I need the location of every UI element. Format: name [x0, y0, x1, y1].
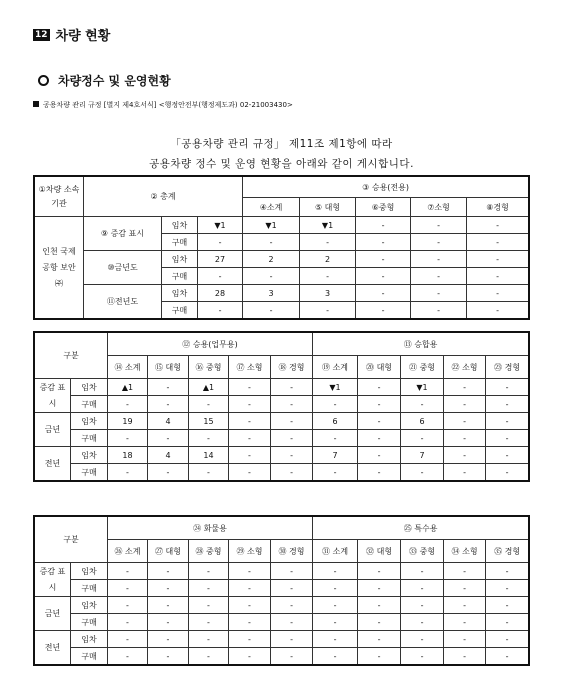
data-cell: - [411, 251, 467, 268]
data-cell: - [358, 430, 401, 447]
data-cell: - [189, 430, 229, 447]
acquisition-type: 구매 [162, 234, 198, 251]
data-cell: - [411, 302, 467, 319]
data-cell: - [467, 285, 529, 302]
column-header: ㉘ 중형 [189, 540, 229, 563]
data-cell: - [108, 563, 148, 580]
column-header: ⑲ 소계 [313, 356, 358, 379]
data-cell: - [189, 597, 229, 614]
data-cell: - [358, 614, 401, 631]
column-header: ⑧경형 [467, 198, 529, 217]
column-header: ㉜ 대형 [358, 540, 401, 563]
data-cell: - [271, 447, 313, 464]
data-cell: - [189, 631, 229, 648]
data-cell: - [148, 396, 189, 413]
data-cell: - [313, 464, 358, 481]
data-cell: - [401, 396, 444, 413]
column-header: ⑭ 소계 [108, 356, 148, 379]
data-cell: - [356, 302, 411, 319]
table-row [35, 413, 529, 430]
data-cell: - [108, 580, 148, 597]
header-row [35, 517, 529, 540]
column-header: ⑱ 경형 [271, 356, 313, 379]
data-cell: 19 [108, 413, 148, 430]
section-heading [33, 25, 110, 44]
data-cell: - [300, 302, 356, 319]
data-cell: - [271, 614, 313, 631]
data-cell: - [271, 430, 313, 447]
row-group-label: 전년 [35, 631, 71, 665]
column-header: ㉟ 경형 [486, 540, 529, 563]
data-cell: - [401, 464, 444, 481]
data-cell: - [401, 563, 444, 580]
data-cell: - [229, 396, 271, 413]
column-header: ㉖ 소계 [108, 540, 148, 563]
data-cell: - [486, 413, 529, 430]
data-cell: - [411, 217, 467, 234]
intro-line-2: 공용차량 정수 및 운영 현황을 아래와 같이 게시합니다. [149, 158, 414, 170]
acquisition-type: 구매 [162, 268, 198, 285]
data-cell: 15 [189, 413, 229, 430]
square-bullet-icon [33, 101, 39, 107]
data-cell: - [189, 563, 229, 580]
data-cell: - [358, 597, 401, 614]
data-cell: - [486, 563, 529, 580]
data-cell: - [229, 631, 271, 648]
agency-name: 인천 국제 공항 보안 ㈜ [35, 217, 84, 319]
data-cell: - [358, 464, 401, 481]
data-cell: - [189, 580, 229, 597]
data-cell: - [229, 430, 271, 447]
total-value: 27 [198, 251, 243, 268]
data-cell: - [108, 597, 148, 614]
data-cell: - [486, 396, 529, 413]
data-cell: - [313, 648, 358, 665]
vehicle-summary-table [34, 176, 529, 319]
acquisition-type: 임차 [162, 217, 198, 234]
table-row [35, 614, 529, 631]
passenger-vehicle-table [34, 332, 529, 481]
data-cell: - [148, 580, 189, 597]
data-cell: - [148, 379, 189, 396]
column-header: ⑳ 대형 [358, 356, 401, 379]
data-cell: - [486, 580, 529, 597]
data-cell: - [189, 614, 229, 631]
data-cell: - [189, 464, 229, 481]
acquisition-type: 구매 [71, 580, 108, 597]
data-cell: - [243, 234, 300, 251]
group-header-left: ⑫ 승용(업무용) [108, 333, 313, 356]
row-group-label: ⑩금년도 [84, 251, 162, 285]
subheading [38, 72, 171, 89]
data-cell: 7 [401, 447, 444, 464]
data-cell: - [271, 396, 313, 413]
table-row [35, 396, 529, 413]
data-cell: - [444, 614, 486, 631]
data-cell: - [411, 268, 467, 285]
table-row [35, 648, 529, 665]
data-cell: - [486, 447, 529, 464]
data-cell: - [358, 580, 401, 597]
data-cell: - [271, 580, 313, 597]
data-cell: - [148, 631, 189, 648]
row-group-label: 금년 [35, 597, 71, 631]
data-cell: - [148, 563, 189, 580]
acquisition-type: 구매 [71, 396, 108, 413]
data-cell: - [229, 580, 271, 597]
header-row [35, 333, 529, 356]
header-row [35, 177, 529, 198]
acquisition-type: 구매 [71, 430, 108, 447]
row-group-label: 증감 표시 [35, 379, 71, 413]
data-cell: - [356, 251, 411, 268]
table-row [35, 430, 529, 447]
intro-line-1: 「공용차량 관리 규정」 제11조 제1항에 따라 [170, 138, 393, 150]
data-cell: - [243, 268, 300, 285]
acquisition-type: 임차 [162, 285, 198, 302]
data-cell: - [467, 302, 529, 319]
data-cell: - [467, 251, 529, 268]
form-note [33, 100, 293, 110]
data-cell: - [313, 614, 358, 631]
acquisition-type: 임차 [71, 597, 108, 614]
column-header: ⑤ 대형 [300, 198, 356, 217]
data-cell: - [401, 580, 444, 597]
data-cell: - [229, 648, 271, 665]
data-cell: 6 [401, 413, 444, 430]
table-row [35, 464, 529, 481]
data-cell: - [356, 285, 411, 302]
data-cell: 6 [313, 413, 358, 430]
column-header: ㉞ 소형 [444, 540, 486, 563]
data-cell: - [444, 413, 486, 430]
acquisition-type: 임차 [71, 447, 108, 464]
data-cell: - [271, 413, 313, 430]
agency-header: ①차량 소속 기관 [35, 177, 84, 217]
data-cell: - [108, 631, 148, 648]
data-cell: 18 [108, 447, 148, 464]
data-cell: 3 [300, 285, 356, 302]
data-cell: 2 [300, 251, 356, 268]
table-row [35, 217, 529, 234]
data-cell: - [411, 285, 467, 302]
data-cell: - [229, 563, 271, 580]
data-cell: - [148, 614, 189, 631]
row-group-label: ⑪전년도 [84, 285, 162, 319]
data-cell: - [358, 447, 401, 464]
data-cell: - [401, 631, 444, 648]
category-header: 구분 [35, 517, 108, 563]
acquisition-type: 구매 [71, 648, 108, 665]
table-row [35, 563, 529, 580]
data-cell: ▼1 [401, 379, 444, 396]
subheading-text: 차량정수 및 운영현황 [58, 74, 171, 88]
group-header-right: ㉕ 특수용 [313, 517, 529, 540]
table-row [35, 580, 529, 597]
data-cell: 4 [148, 413, 189, 430]
acquisition-type: 구매 [162, 302, 198, 319]
data-cell: - [444, 563, 486, 580]
data-cell: - [300, 234, 356, 251]
form-note-text: 공용차량 관리 규정 [별지 제4호서식] <행정안전부(행정제도과) 02-21003430> [43, 101, 293, 109]
data-cell: - [313, 631, 358, 648]
data-cell: - [486, 379, 529, 396]
column-header: ㉚ 경형 [271, 540, 313, 563]
data-cell: - [486, 631, 529, 648]
data-cell: - [444, 430, 486, 447]
data-cell: - [358, 413, 401, 430]
data-cell: - [444, 631, 486, 648]
data-cell: - [108, 614, 148, 631]
data-cell: - [229, 614, 271, 631]
category-header: 구분 [35, 333, 108, 379]
data-cell: - [148, 430, 189, 447]
data-cell: - [444, 580, 486, 597]
total-value: - [198, 302, 243, 319]
data-cell: - [401, 614, 444, 631]
data-cell: - [358, 563, 401, 580]
table-row [35, 285, 529, 302]
total-value: - [198, 234, 243, 251]
data-cell: - [444, 396, 486, 413]
data-cell: - [229, 447, 271, 464]
column-header: ⑥중형 [356, 198, 411, 217]
data-cell: ▲1 [189, 379, 229, 396]
column-header: ㉒ 소형 [444, 356, 486, 379]
data-cell: 7 [313, 447, 358, 464]
row-group-label: 증감 표시 [35, 563, 71, 597]
data-cell: ▼1 [300, 217, 356, 234]
column-header: ④소계 [243, 198, 300, 217]
data-cell: - [401, 648, 444, 665]
data-cell: - [444, 379, 486, 396]
acquisition-type: 임차 [71, 631, 108, 648]
data-cell: - [486, 597, 529, 614]
column-header: ㉗ 대형 [148, 540, 189, 563]
data-cell: - [467, 268, 529, 285]
data-cell: - [358, 648, 401, 665]
table-row [35, 447, 529, 464]
total-value: - [198, 268, 243, 285]
acquisition-type: 구매 [71, 464, 108, 481]
acquisition-type: 임차 [71, 379, 108, 396]
data-cell: - [148, 597, 189, 614]
data-cell: - [271, 597, 313, 614]
data-cell: - [189, 396, 229, 413]
column-header: ㉑ 중형 [401, 356, 444, 379]
acquisition-type: 임차 [71, 563, 108, 580]
data-cell: - [271, 648, 313, 665]
column-header: ⑦소형 [411, 198, 467, 217]
cargo-special-vehicle-table [34, 516, 529, 665]
data-cell: 2 [243, 251, 300, 268]
data-cell: - [444, 464, 486, 481]
column-header: ㉓ 경형 [486, 356, 529, 379]
data-cell: - [148, 648, 189, 665]
data-cell: - [444, 597, 486, 614]
data-cell: - [313, 563, 358, 580]
data-cell: - [108, 396, 148, 413]
data-cell: - [358, 396, 401, 413]
data-cell: - [356, 268, 411, 285]
data-cell: - [229, 379, 271, 396]
data-cell: - [444, 648, 486, 665]
data-cell: - [401, 597, 444, 614]
group-header-right: ⑬ 승합용 [313, 333, 529, 356]
column-header: ㉝ 중형 [401, 540, 444, 563]
data-cell: - [313, 396, 358, 413]
total-value: ▼1 [198, 217, 243, 234]
group-header-left: ㉔ 화물용 [108, 517, 313, 540]
data-cell: - [486, 464, 529, 481]
column-header: ⑰ 소형 [229, 356, 271, 379]
total-header: ② 총계 [84, 177, 243, 217]
data-cell: - [467, 234, 529, 251]
row-group-label: ⑨ 증감 표시 [84, 217, 162, 251]
data-cell: - [358, 379, 401, 396]
data-cell: - [271, 379, 313, 396]
column-header: ⑮ 대형 [148, 356, 189, 379]
data-cell: - [411, 234, 467, 251]
data-cell: ▼1 [243, 217, 300, 234]
data-cell: ▲1 [108, 379, 148, 396]
acquisition-type: 임차 [162, 251, 198, 268]
column-header: ⑯ 중형 [189, 356, 229, 379]
data-cell: - [300, 268, 356, 285]
section-title: 차량 현황 [55, 29, 111, 44]
circle-bullet-icon [38, 75, 49, 86]
data-cell: - [229, 413, 271, 430]
acquisition-type: 구매 [71, 614, 108, 631]
data-cell: - [108, 464, 148, 481]
section-number: 12 [35, 29, 48, 40]
data-cell: - [356, 234, 411, 251]
data-cell: - [358, 631, 401, 648]
data-cell: - [313, 580, 358, 597]
data-cell: - [467, 217, 529, 234]
data-cell: - [229, 464, 271, 481]
column-header: ㉙ 소형 [229, 540, 271, 563]
data-cell: ▼1 [313, 379, 358, 396]
data-cell: - [444, 447, 486, 464]
table-row [35, 631, 529, 648]
data-cell: - [486, 648, 529, 665]
data-cell: - [271, 464, 313, 481]
acquisition-type: 임차 [71, 413, 108, 430]
data-cell: - [271, 563, 313, 580]
header-row [35, 540, 529, 563]
data-cell: - [108, 648, 148, 665]
table-row [35, 379, 529, 396]
data-cell: - [229, 597, 271, 614]
data-cell: - [313, 597, 358, 614]
row-group-label: 금년 [35, 413, 71, 447]
row-group-label: 전년 [35, 447, 71, 481]
data-cell: - [189, 648, 229, 665]
data-cell: - [271, 631, 313, 648]
table-row [35, 251, 529, 268]
data-cell: - [486, 614, 529, 631]
passenger-exclusive-header: ③ 승용(전용) [243, 177, 529, 198]
data-cell: 14 [189, 447, 229, 464]
total-value: 28 [198, 285, 243, 302]
data-cell: - [108, 430, 148, 447]
data-cell: 4 [148, 447, 189, 464]
data-cell: - [243, 302, 300, 319]
data-cell: 3 [243, 285, 300, 302]
header-row [35, 356, 529, 379]
column-header: ㉛ 소계 [313, 540, 358, 563]
data-cell: - [401, 430, 444, 447]
data-cell: - [486, 430, 529, 447]
table-row [35, 597, 529, 614]
data-cell: - [356, 217, 411, 234]
data-cell: - [148, 464, 189, 481]
data-cell: - [313, 430, 358, 447]
